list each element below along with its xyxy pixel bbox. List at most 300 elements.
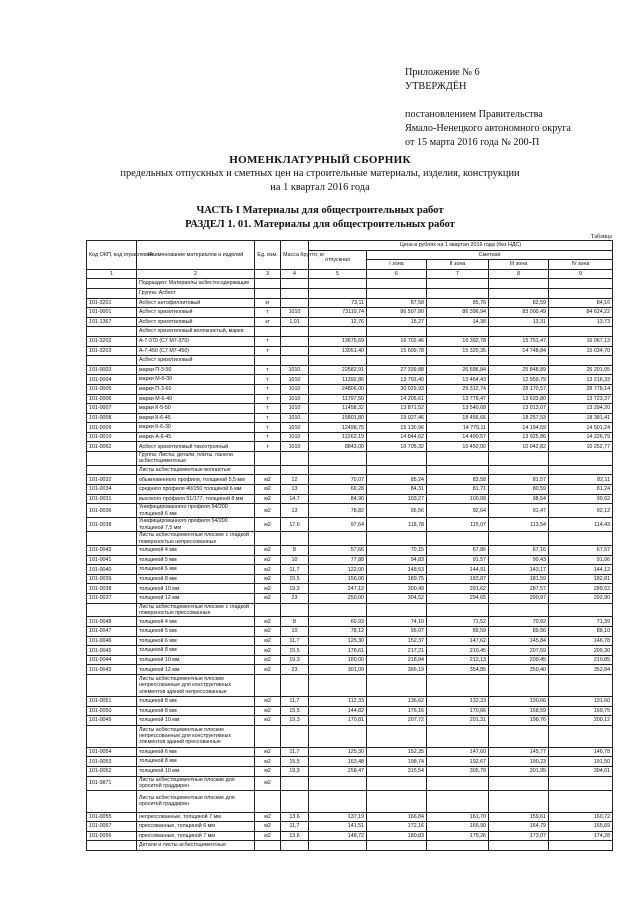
mass-cell: 1010 — [281, 404, 309, 414]
mass-cell: 13 — [281, 485, 309, 495]
empty-cell — [281, 532, 309, 546]
empty-cell — [549, 279, 613, 289]
name-cell: толщиной 6 мм — [137, 565, 255, 575]
zone4-price-cell — [549, 776, 613, 790]
table-row — [87, 452, 613, 466]
zone2-price-cell: 83,58 — [427, 475, 489, 485]
zone3-price-cell: 98,54 — [489, 494, 549, 504]
zone2-price-cell: 91,57 — [427, 555, 489, 565]
empty-cell — [309, 725, 367, 747]
code-cell: 101-0046 — [87, 636, 137, 646]
name-cell: толщиной 10 мм — [137, 655, 255, 665]
code-cell: 101-0062 — [87, 442, 137, 452]
mass-cell: 15,5 — [281, 757, 309, 767]
code-cell — [87, 675, 137, 697]
table-row — [87, 594, 613, 604]
name-cell: марки М-6-40 — [137, 394, 255, 404]
code-cell: 101-0041 — [87, 555, 137, 565]
zone4-price-cell: 146,78 — [549, 747, 613, 757]
zone3-price-cell — [489, 776, 549, 790]
header-price-group: Цена в рублях на 1 квартал 2016 года (без НДС) — [309, 241, 613, 251]
unit-cell: м2 — [255, 716, 281, 726]
code-cell: 101-0044 — [87, 655, 137, 665]
zone3-price-cell: 181,59 — [489, 574, 549, 584]
zone2-price-cell: 18 456,66 — [427, 413, 489, 423]
empty-cell — [489, 465, 549, 475]
code-cell: 101-0006 — [87, 394, 137, 404]
table-row — [87, 346, 613, 356]
empty-cell — [427, 841, 489, 851]
approved-label: УТВЕРЖДЁН — [405, 81, 467, 92]
mass-cell: 1010 — [281, 308, 309, 318]
zone1-price-cell: 148,53 — [367, 565, 427, 575]
zone2-price-cell: 144,91 — [427, 565, 489, 575]
code-cell — [87, 790, 137, 812]
code-cell — [87, 356, 137, 366]
zone4-price-cell: 84 624,22 — [549, 308, 613, 318]
zone3-price-cell: 350,40 — [489, 665, 549, 675]
part-heading: ЧАСТЬ I Материалы для общестроительных работ — [196, 205, 444, 216]
name-cell: толщиной 4 мм — [137, 546, 255, 556]
unit-cell: м2 — [255, 831, 281, 841]
code-cell: 101-0053 — [87, 757, 137, 767]
unit-cell: т — [255, 432, 281, 442]
name-cell: Листы асбестоцементные плоские для ороситей граддирен — [137, 776, 255, 790]
code-cell — [87, 532, 137, 546]
empty-cell — [549, 603, 613, 617]
code-cell: 101-0047 — [87, 627, 137, 637]
unit-cell: т — [255, 423, 281, 433]
zone4-price-cell: 304,01 — [549, 766, 613, 776]
name-cell: А-7-370 (С7 М7-370) — [137, 336, 255, 346]
code-cell — [87, 603, 137, 617]
zone3-price-cell: 28 170,57 — [489, 384, 549, 394]
zone4-price-cell: 28 778,14 — [549, 384, 613, 394]
empty-cell — [309, 675, 367, 697]
zone2-price-cell: 81,71 — [427, 485, 489, 495]
zone3-price-cell: 145,84 — [489, 636, 549, 646]
unit-cell: т — [255, 375, 281, 385]
code-cell: 101-0049 — [87, 716, 137, 726]
empty-cell — [255, 465, 281, 475]
code-cell: 101-0045 — [87, 646, 137, 656]
zone2-price-cell: 16 392,78 — [427, 336, 489, 346]
release-price-cell: 97,64 — [309, 518, 367, 532]
empty-cell — [427, 452, 489, 466]
name-cell: толщиной 8 мм — [137, 757, 255, 767]
zone2-price-cell: 201,31 — [427, 716, 489, 726]
release-price-cell: 250,00 — [309, 594, 367, 604]
zone1-price-cell: 172,16 — [367, 822, 427, 832]
code-cell: 101-0037 — [87, 594, 137, 604]
empty-cell — [427, 675, 489, 697]
table-row — [87, 757, 613, 767]
zone3-price-cell: 80,59 — [489, 485, 549, 495]
subsection-heading: Листы асбестоцементные плоские с гладкой поверхностью непрессованные — [137, 532, 255, 546]
release-price-cell: 78,82 — [309, 504, 367, 518]
code-cell: 101-0008 — [87, 413, 137, 423]
zone1-price-cell: 16 702,46 — [367, 336, 427, 346]
release-price-cell: 78,12 — [309, 627, 367, 637]
empty-cell — [367, 675, 427, 697]
code-cell — [87, 725, 137, 747]
zone3-price-cell: 15 751,47 — [489, 336, 549, 346]
table-row — [87, 812, 613, 822]
zone3-price-cell: 18 257,53 — [489, 413, 549, 423]
header-zone-1: I зона — [367, 260, 427, 270]
empty-cell — [427, 465, 489, 475]
zone4-price-cell: 352,84 — [549, 665, 613, 675]
zone1-price-cell: 152,35 — [367, 747, 427, 757]
zone4-price-cell: 10 252,77 — [549, 442, 613, 452]
header-estimate-price: Сметная — [367, 250, 613, 260]
unit-cell: м2 — [255, 776, 281, 790]
empty-cell — [281, 356, 309, 366]
zone3-price-cell: 209,45 — [489, 655, 549, 665]
table-row — [87, 356, 613, 366]
unit-cell: т — [255, 365, 281, 375]
empty-cell — [549, 465, 613, 475]
empty-cell — [367, 841, 427, 851]
mass-cell: 1010 — [281, 384, 309, 394]
empty-cell — [255, 725, 281, 747]
table-row — [87, 555, 613, 565]
zone4-price-cell: 209,30 — [549, 646, 613, 656]
zone3-price-cell: 168,59 — [489, 706, 549, 716]
empty-cell — [549, 532, 613, 546]
empty-cell — [549, 790, 613, 812]
mass-cell: 19,3 — [281, 584, 309, 594]
mass-cell: 11,7 — [281, 565, 309, 575]
unit-cell: т — [255, 384, 281, 394]
zone1-price-cell: 217,21 — [367, 646, 427, 656]
empty-cell — [367, 279, 427, 289]
release-price-cell: 15801,80 — [309, 413, 367, 423]
empty-cell — [281, 288, 309, 298]
mass-cell: 13,6 — [281, 831, 309, 841]
empty-cell — [427, 288, 489, 298]
zone1-price-cell: 84,31 — [367, 485, 427, 495]
table-row — [87, 423, 613, 433]
zone3-price-cell: 207,59 — [489, 646, 549, 656]
zone1-price-cell: 176,16 — [367, 706, 427, 716]
zone4-price-cell: 84,16 — [549, 298, 613, 308]
header-zone-2: II зона — [427, 260, 489, 270]
name-cell: марки П-3-50 — [137, 365, 255, 375]
zone1-price-cell: 304,52 — [367, 594, 427, 604]
table-row — [87, 841, 613, 851]
zone4-price-cell: 160,72 — [549, 812, 613, 822]
unit-cell: м2 — [255, 665, 281, 675]
zone2-price-cell: 10 450,00 — [427, 442, 489, 452]
table-row — [87, 375, 613, 385]
code-cell: 101-0043 — [87, 665, 137, 675]
code-cell: 101-0054 — [87, 747, 137, 757]
zone1-price-cell: 85,24 — [367, 475, 427, 485]
zone4-price-cell: 82,11 — [549, 475, 613, 485]
zone3-price-cell: 10 042,82 — [489, 442, 549, 452]
appendix-label: Приложение № 6 — [405, 67, 480, 78]
name-cell: Асбест хризотиловый тиксотропный — [137, 442, 255, 452]
name-cell: толщиной 5 мм — [137, 627, 255, 637]
table-row — [87, 298, 613, 308]
zone4-price-cell: 114,43 — [549, 518, 613, 532]
zone2-price-cell: 115,07 — [427, 518, 489, 532]
name-cell: толщиной 10 мм — [137, 584, 255, 594]
table-row — [87, 646, 613, 656]
mass-cell: 23 — [281, 594, 309, 604]
code-cell: 101-0055 — [87, 812, 137, 822]
table-row — [87, 336, 613, 346]
unit-cell: м2 — [255, 706, 281, 716]
table-row — [87, 546, 613, 556]
name-cell: прессованные, толщиной 6 мм — [137, 822, 255, 832]
zone2-price-cell: 14,38 — [427, 317, 489, 327]
zone4-price-cell: 14 226,79 — [549, 432, 613, 442]
zone1-price-cell: 118,78 — [367, 518, 427, 532]
zone3-price-cell: 13 633,80 — [489, 394, 549, 404]
code-cell: 101-0056 — [87, 831, 137, 841]
release-price-cell: 125,30 — [309, 747, 367, 757]
zone3-price-cell: 89,56 — [489, 627, 549, 637]
empty-cell — [309, 288, 367, 298]
release-price-cell: 12498,75 — [309, 423, 367, 433]
mass-cell: 1010 — [281, 413, 309, 423]
name-cell: толщиной 10 мм — [137, 766, 255, 776]
subsection-heading: Детали и листы асбестоцементные — [137, 841, 255, 851]
zone2-price-cell: 183,87 — [427, 574, 489, 584]
release-price-cell: 12262,19 — [309, 432, 367, 442]
code-cell: 101-0034 — [87, 485, 137, 495]
empty-cell — [549, 327, 613, 337]
zone3-price-cell: 13 925,86 — [489, 432, 549, 442]
name-cell: Унифицированного профиля 54/200 толщиной 7,5 мм — [137, 518, 255, 532]
empty-cell — [255, 279, 281, 289]
region-line: Ямало-Ненецкого автономного округа — [405, 123, 571, 134]
unit-cell: м2 — [255, 766, 281, 776]
zone1-price-cell: 94,83 — [367, 555, 427, 565]
table-row — [87, 565, 613, 575]
empty-cell — [255, 790, 281, 812]
zone3-price-cell: 173,07 — [489, 831, 549, 841]
mass-cell: 8 — [281, 546, 309, 556]
unit-cell: м2 — [255, 475, 281, 485]
empty-cell — [309, 279, 367, 289]
table-row — [87, 485, 613, 495]
subsection-heading: Листы асбестоцементные плоские непрессованные для конструктивных элементов зданий непрессованные — [137, 675, 255, 697]
zone2-price-cell: 15 320,35 — [427, 346, 489, 356]
zone4-price-cell: 81,24 — [549, 485, 613, 495]
release-price-cell: 301,09 — [309, 665, 367, 675]
zone4-price-cell: 165,69 — [549, 822, 613, 832]
unit-cell: т — [255, 442, 281, 452]
subsection-heading: Листы асбестоцементные волнистые — [137, 465, 255, 475]
zone2-price-cell: 26 696,84 — [427, 365, 489, 375]
header-mass: Масса брутто, кг — [281, 241, 309, 270]
code-cell: 101-0043 — [87, 546, 137, 556]
empty-cell — [255, 532, 281, 546]
table-row — [87, 627, 613, 637]
table-caption: Таблица — [590, 234, 612, 240]
unit-cell: т — [255, 413, 281, 423]
empty-cell — [367, 327, 427, 337]
empty-cell — [549, 725, 613, 747]
empty-cell — [427, 532, 489, 546]
empty-cell — [309, 841, 367, 851]
empty-cell — [255, 356, 281, 366]
zone1-price-cell: 14 844,62 — [367, 432, 427, 442]
zone2-price-cell: 305,79 — [427, 766, 489, 776]
name-cell: толщиной 6 мм — [137, 747, 255, 757]
subsection-heading: Асбест хризотиловый волокнистый, марки: — [137, 327, 255, 337]
code-cell — [87, 452, 137, 466]
mass-cell — [281, 776, 309, 790]
zone1-price-cell: 13 871,52 — [367, 404, 427, 414]
zone1-price-cell: 95,56 — [367, 504, 427, 518]
empty-cell — [309, 452, 367, 466]
zone4-price-cell: 71,39 — [549, 617, 613, 627]
column-number: 9 — [549, 269, 613, 279]
zone2-price-cell: 67,86 — [427, 546, 489, 556]
code-cell — [87, 327, 137, 337]
zone1-price-cell: 14 205,61 — [367, 394, 427, 404]
zone2-price-cell: 175,26 — [427, 831, 489, 841]
release-price-cell: 24806,00 — [309, 384, 367, 394]
unit-cell: м2 — [255, 485, 281, 495]
unit-cell: м2 — [255, 822, 281, 832]
code-cell: 101-0050 — [87, 706, 137, 716]
subsection-heading: Листы асбестоцементные плоские для ороситей граддирен — [137, 790, 255, 812]
zone3-price-cell: 14 748,84 — [489, 346, 549, 356]
header-zone-3: III зона — [489, 260, 549, 270]
unit-cell: т — [255, 308, 281, 318]
code-cell: 101-0051 — [87, 697, 137, 707]
name-cell: Асбест хризотиловый — [137, 308, 255, 318]
table-row — [87, 432, 613, 442]
table-row — [87, 766, 613, 776]
mass-cell: 13 — [281, 504, 309, 518]
code-cell: 101-0048 — [87, 617, 137, 627]
empty-cell — [489, 725, 549, 747]
zone3-price-cell: 301,95 — [489, 766, 549, 776]
code-cell: 101-3203 — [87, 346, 137, 356]
zone4-price-cell: 146,78 — [549, 636, 613, 646]
name-cell: толщиной 8 мм — [137, 697, 255, 707]
zone2-price-cell: 170,66 — [427, 706, 489, 716]
zone4-price-cell: 99,62 — [549, 494, 613, 504]
code-cell: 101-0003 — [87, 365, 137, 375]
zone1-price-cell: 207,72 — [367, 716, 427, 726]
name-cell: непрессованные, толщиной 7 мм — [137, 812, 255, 822]
document-subtitle-2: на 1 квартал 2016 года — [270, 182, 370, 193]
name-cell: марки К-6-45 — [137, 413, 255, 423]
table-row — [87, 776, 613, 790]
subsection-heading: Листы асбестоцементные плоские с гладкой поверхностью прессованные — [137, 603, 255, 617]
zone2-price-cell: 147,62 — [427, 636, 489, 646]
mass-cell: 1010 — [281, 423, 309, 433]
name-cell: толщиной 8 мм — [137, 646, 255, 656]
unit-cell: м2 — [255, 594, 281, 604]
name-cell: марки А-6-45 — [137, 432, 255, 442]
zone4-price-cell: 292,90 — [549, 594, 613, 604]
release-price-cell — [309, 776, 367, 790]
table-row — [87, 279, 613, 289]
code-cell: 101-0004 — [87, 375, 137, 385]
table-row — [87, 442, 613, 452]
table-row — [87, 404, 613, 414]
zone4-price-cell: 191,50 — [549, 757, 613, 767]
name-cell: толщиной 8 мм — [137, 574, 255, 584]
zone3-price-cell: 91,47 — [489, 504, 549, 518]
code-cell: 101-0036 — [87, 504, 137, 518]
table-row — [87, 706, 613, 716]
zone4-price-cell: 200,12 — [549, 716, 613, 726]
table-row — [87, 308, 613, 318]
mass-cell: 10 — [281, 627, 309, 637]
empty-cell — [309, 465, 367, 475]
code-cell: 101-0010 — [87, 432, 137, 442]
mass-cell — [281, 298, 309, 308]
zone4-price-cell: 91,06 — [549, 555, 613, 565]
unit-cell: м2 — [255, 655, 281, 665]
table-row — [87, 532, 613, 546]
release-price-cell: 12,76 — [309, 317, 367, 327]
zone1-price-cell: 366,19 — [367, 665, 427, 675]
empty-cell — [367, 790, 427, 812]
table-row — [87, 574, 613, 584]
header-name: Наименование материалов и изделий — [137, 241, 255, 270]
code-cell — [87, 465, 137, 475]
name-cell: Асбест антофиллитовый — [137, 298, 255, 308]
zone1-price-cell: 218,84 — [367, 655, 427, 665]
zone3-price-cell: 14 194,59 — [489, 423, 549, 433]
mass-cell: 11,7 — [281, 747, 309, 757]
release-price-cell: 178,61 — [309, 646, 367, 656]
zone4-price-cell: 182,81 — [549, 574, 613, 584]
release-price-cell: 11797,50 — [309, 394, 367, 404]
table-body — [87, 279, 613, 851]
zone3-price-cell: 143,17 — [489, 565, 549, 575]
release-price-cell: 112,33 — [309, 697, 367, 707]
unit-cell: т — [255, 394, 281, 404]
zone3-price-cell: 159,61 — [489, 812, 549, 822]
mass-cell: 19,3 — [281, 655, 309, 665]
release-price-cell: 163,48 — [309, 757, 367, 767]
table-row — [87, 603, 613, 617]
name-cell: толщиной 5 мм — [137, 555, 255, 565]
table-row — [87, 475, 613, 485]
subsection-heading: Асбест хризотиловый — [137, 356, 255, 366]
release-price-cell: 137,19 — [309, 812, 367, 822]
zone4-price-cell: 26 201,05 — [549, 365, 613, 375]
zone2-price-cell: 161,70 — [427, 812, 489, 822]
release-price-cell: 180,00 — [309, 655, 367, 665]
unit-cell: м2 — [255, 757, 281, 767]
empty-cell — [489, 452, 549, 466]
zone4-price-cell: 67,57 — [549, 546, 613, 556]
release-price-cell: 84,90 — [309, 494, 367, 504]
empty-cell — [309, 790, 367, 812]
zone3-price-cell: 13 013,07 — [489, 404, 549, 414]
name-cell: толщиной 8 мм — [137, 706, 255, 716]
zone4-price-cell: 13 723,37 — [549, 394, 613, 404]
name-cell: марки М-6-30 — [137, 375, 255, 385]
column-number-row — [87, 269, 613, 279]
zone2-price-cell: 166,90 — [427, 822, 489, 832]
empty-cell — [427, 279, 489, 289]
name-cell: толщиной 10 мм — [137, 716, 255, 726]
document-subtitle-1: предельных отпускных и сметных цен на строительные материалы, изделия, конструкции — [120, 168, 520, 179]
